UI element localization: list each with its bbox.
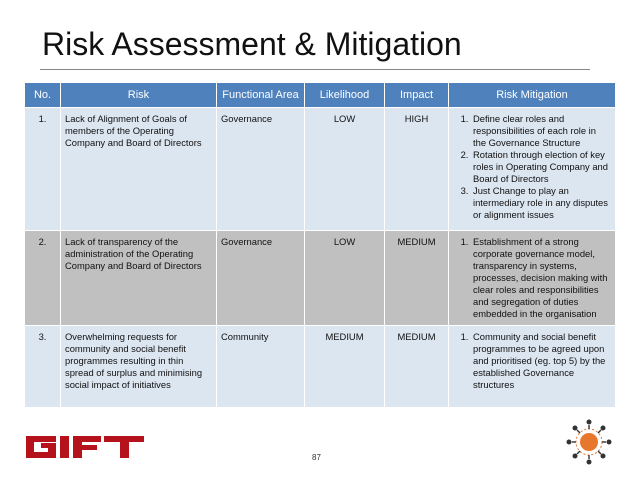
mitigation-list bbox=[453, 113, 611, 221]
header-row bbox=[25, 83, 616, 108]
table-row bbox=[25, 326, 616, 408]
cell-mitigation bbox=[449, 326, 616, 408]
mitigation-item: 1. Define clear roles and responsibilities of each role in the Governance Structure bbox=[471, 113, 611, 149]
slide-title: Risk Assessment & Mitigation bbox=[42, 26, 462, 62]
mitigation-item: 1. Community and social benefit programmes to be agreed upon and prioritised (eg. top 5) by the established Governance structures bbox=[471, 331, 611, 391]
cell-no: 1. bbox=[25, 108, 61, 231]
header-risk-mitigation: Risk Mitigation bbox=[449, 83, 616, 108]
table-row bbox=[25, 231, 616, 326]
cell-risk: Overwhelming requests for community and social benefit programmes resulting in thin spread of surplus and minimising social impact of initiatives bbox=[61, 326, 217, 408]
cell-area: Governance bbox=[217, 231, 305, 326]
risk-table bbox=[24, 82, 616, 408]
header-likelihood: Likelihood bbox=[305, 83, 385, 108]
cell-mitigation bbox=[449, 231, 616, 326]
header-no: No. bbox=[25, 83, 61, 108]
header-risk: Risk bbox=[61, 83, 217, 108]
cell-impact: MEDIUM bbox=[385, 231, 449, 326]
mitigation-item: 3. Just Change to play an intermediary role in any disputes or alignment issues bbox=[471, 185, 611, 221]
header-impact: Impact bbox=[385, 83, 449, 108]
cell-likelihood: MEDIUM bbox=[305, 326, 385, 408]
cell-no: 2. bbox=[25, 231, 61, 326]
cell-no: 3. bbox=[25, 326, 61, 408]
header-functional-area: Functional Area bbox=[217, 83, 305, 108]
cell-impact: HIGH bbox=[385, 108, 449, 231]
cell-likelihood: LOW bbox=[305, 108, 385, 231]
mitigation-list bbox=[453, 236, 611, 320]
community-emblem-icon bbox=[566, 418, 612, 470]
mitigation-item: 2. Rotation through election of key roles in Operating Company and Board of Directors bbox=[471, 149, 611, 185]
cell-risk: Lack of transparency of the administration of the Operating Company and Board of Directors bbox=[61, 231, 217, 326]
cell-mitigation bbox=[449, 108, 616, 231]
mitigation-item: 1. Establishment of a strong corporate governance model, transparency in systems, processes, decision making with clear roles and responsibilities and segregation of duties embedded in the organisation bbox=[471, 236, 611, 320]
mitigation-list bbox=[453, 331, 611, 391]
table-row bbox=[25, 108, 616, 231]
cell-area: Community bbox=[217, 326, 305, 408]
page-number: 87 bbox=[312, 453, 321, 462]
cell-risk: Lack of Alignment of Goals of members of the Operating Company and Board of Directors bbox=[61, 108, 217, 231]
cell-likelihood: LOW bbox=[305, 231, 385, 326]
cell-impact: MEDIUM bbox=[385, 326, 449, 408]
title-underline bbox=[40, 69, 590, 70]
gift-logo bbox=[24, 432, 146, 462]
cell-area: Governance bbox=[217, 108, 305, 231]
